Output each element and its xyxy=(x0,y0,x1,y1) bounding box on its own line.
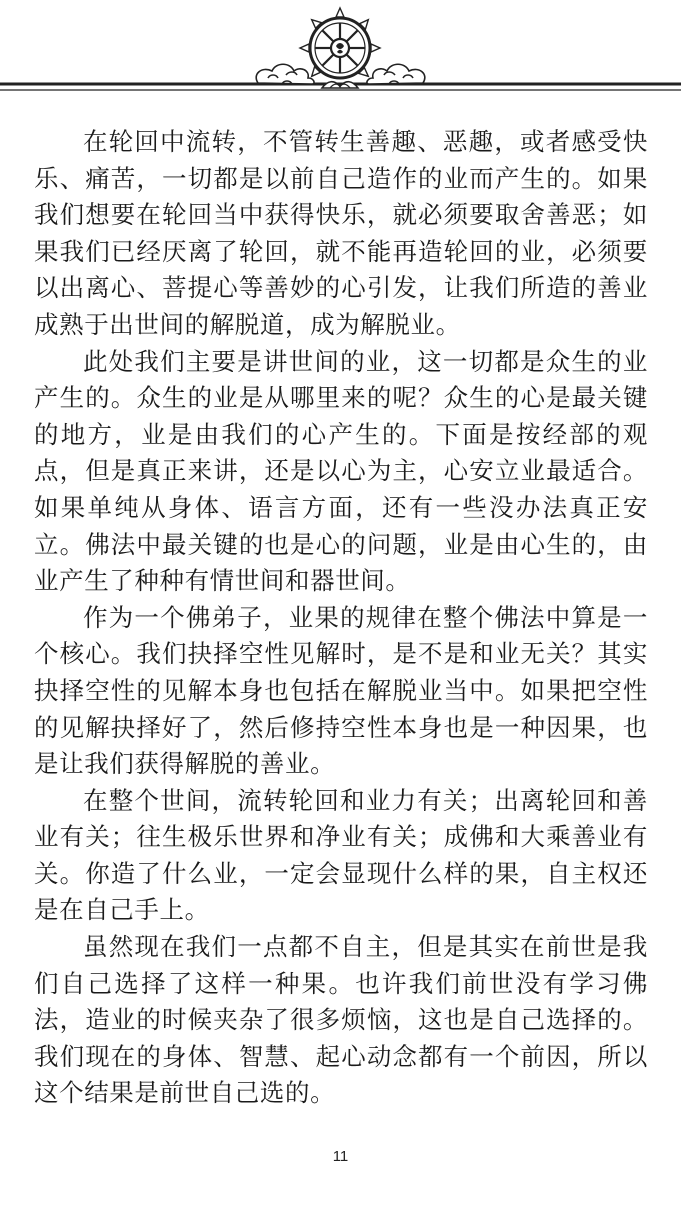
right-cloud-icon xyxy=(367,64,425,84)
paragraph: 虽然现在我们一点都不自主，但是其实在前世是我们自己选择了这样一种果。也许我们前世没有学习佛法，造业的时候夹杂了很多烦恼，这也是自己选择的。我们现在的身体、智慧、起心动念都有一个前因，所以这个结果是前世自己选的。 xyxy=(34,932,648,1108)
paragraph: 在整个世间，流转轮回和业力有关；出离轮回和善业有关；往生极乐世界和净业有关；成佛和大乘善业有关。你造了什么业，一定会显现什么样的果，自主权还是在自己手上。 xyxy=(34,785,648,925)
main-text xyxy=(34,124,648,1112)
dharma-wheel-icon xyxy=(300,8,380,88)
paragraph: 作为一个佛弟子，业果的规律在整个佛法中算是一个核心。我们抉择空性见解时，是不是和业无关？其实抉择空性的见解本身也包括在解脱业当中。如果把空性的见解抉择好了，然后修持空性本身也是一种因果，也是让我们获得解脱的善业。 xyxy=(34,602,648,779)
paragraph: 在轮回中流转，不管转生善趣、恶趣，或者感受快乐、痛苦，一切都是以前自己造作的业而产生的。如果我们想要在轮回当中获得快乐，就必须要取舍善恶；如果我们已经厌离了轮回，就不能再造轮回的业，必须要以出离心、菩提心等善妙的心引发，让我们所造的善业成熟于出世间的解脱道，成为解脱业。 xyxy=(34,127,648,339)
paragraph: 此处我们主要是讲世间的业，这一切都是众生的业产生的。众生的业是从哪里来的呢？众生的心是最关键的地方，业是由我们的心产生的。下面是按经部的观点，但是真正来讲，还是以心为主，心安立业最适合。如果单纯从身体、语言方面，还有一些没办法真正安立。佛法中最关键的也是心的问题，业是由心生的，由业产生了种种有情世间和器世间。 xyxy=(34,346,648,596)
header-ornament xyxy=(0,0,681,110)
left-cloud-icon xyxy=(256,64,314,84)
page-number: 11 xyxy=(332,1148,349,1165)
